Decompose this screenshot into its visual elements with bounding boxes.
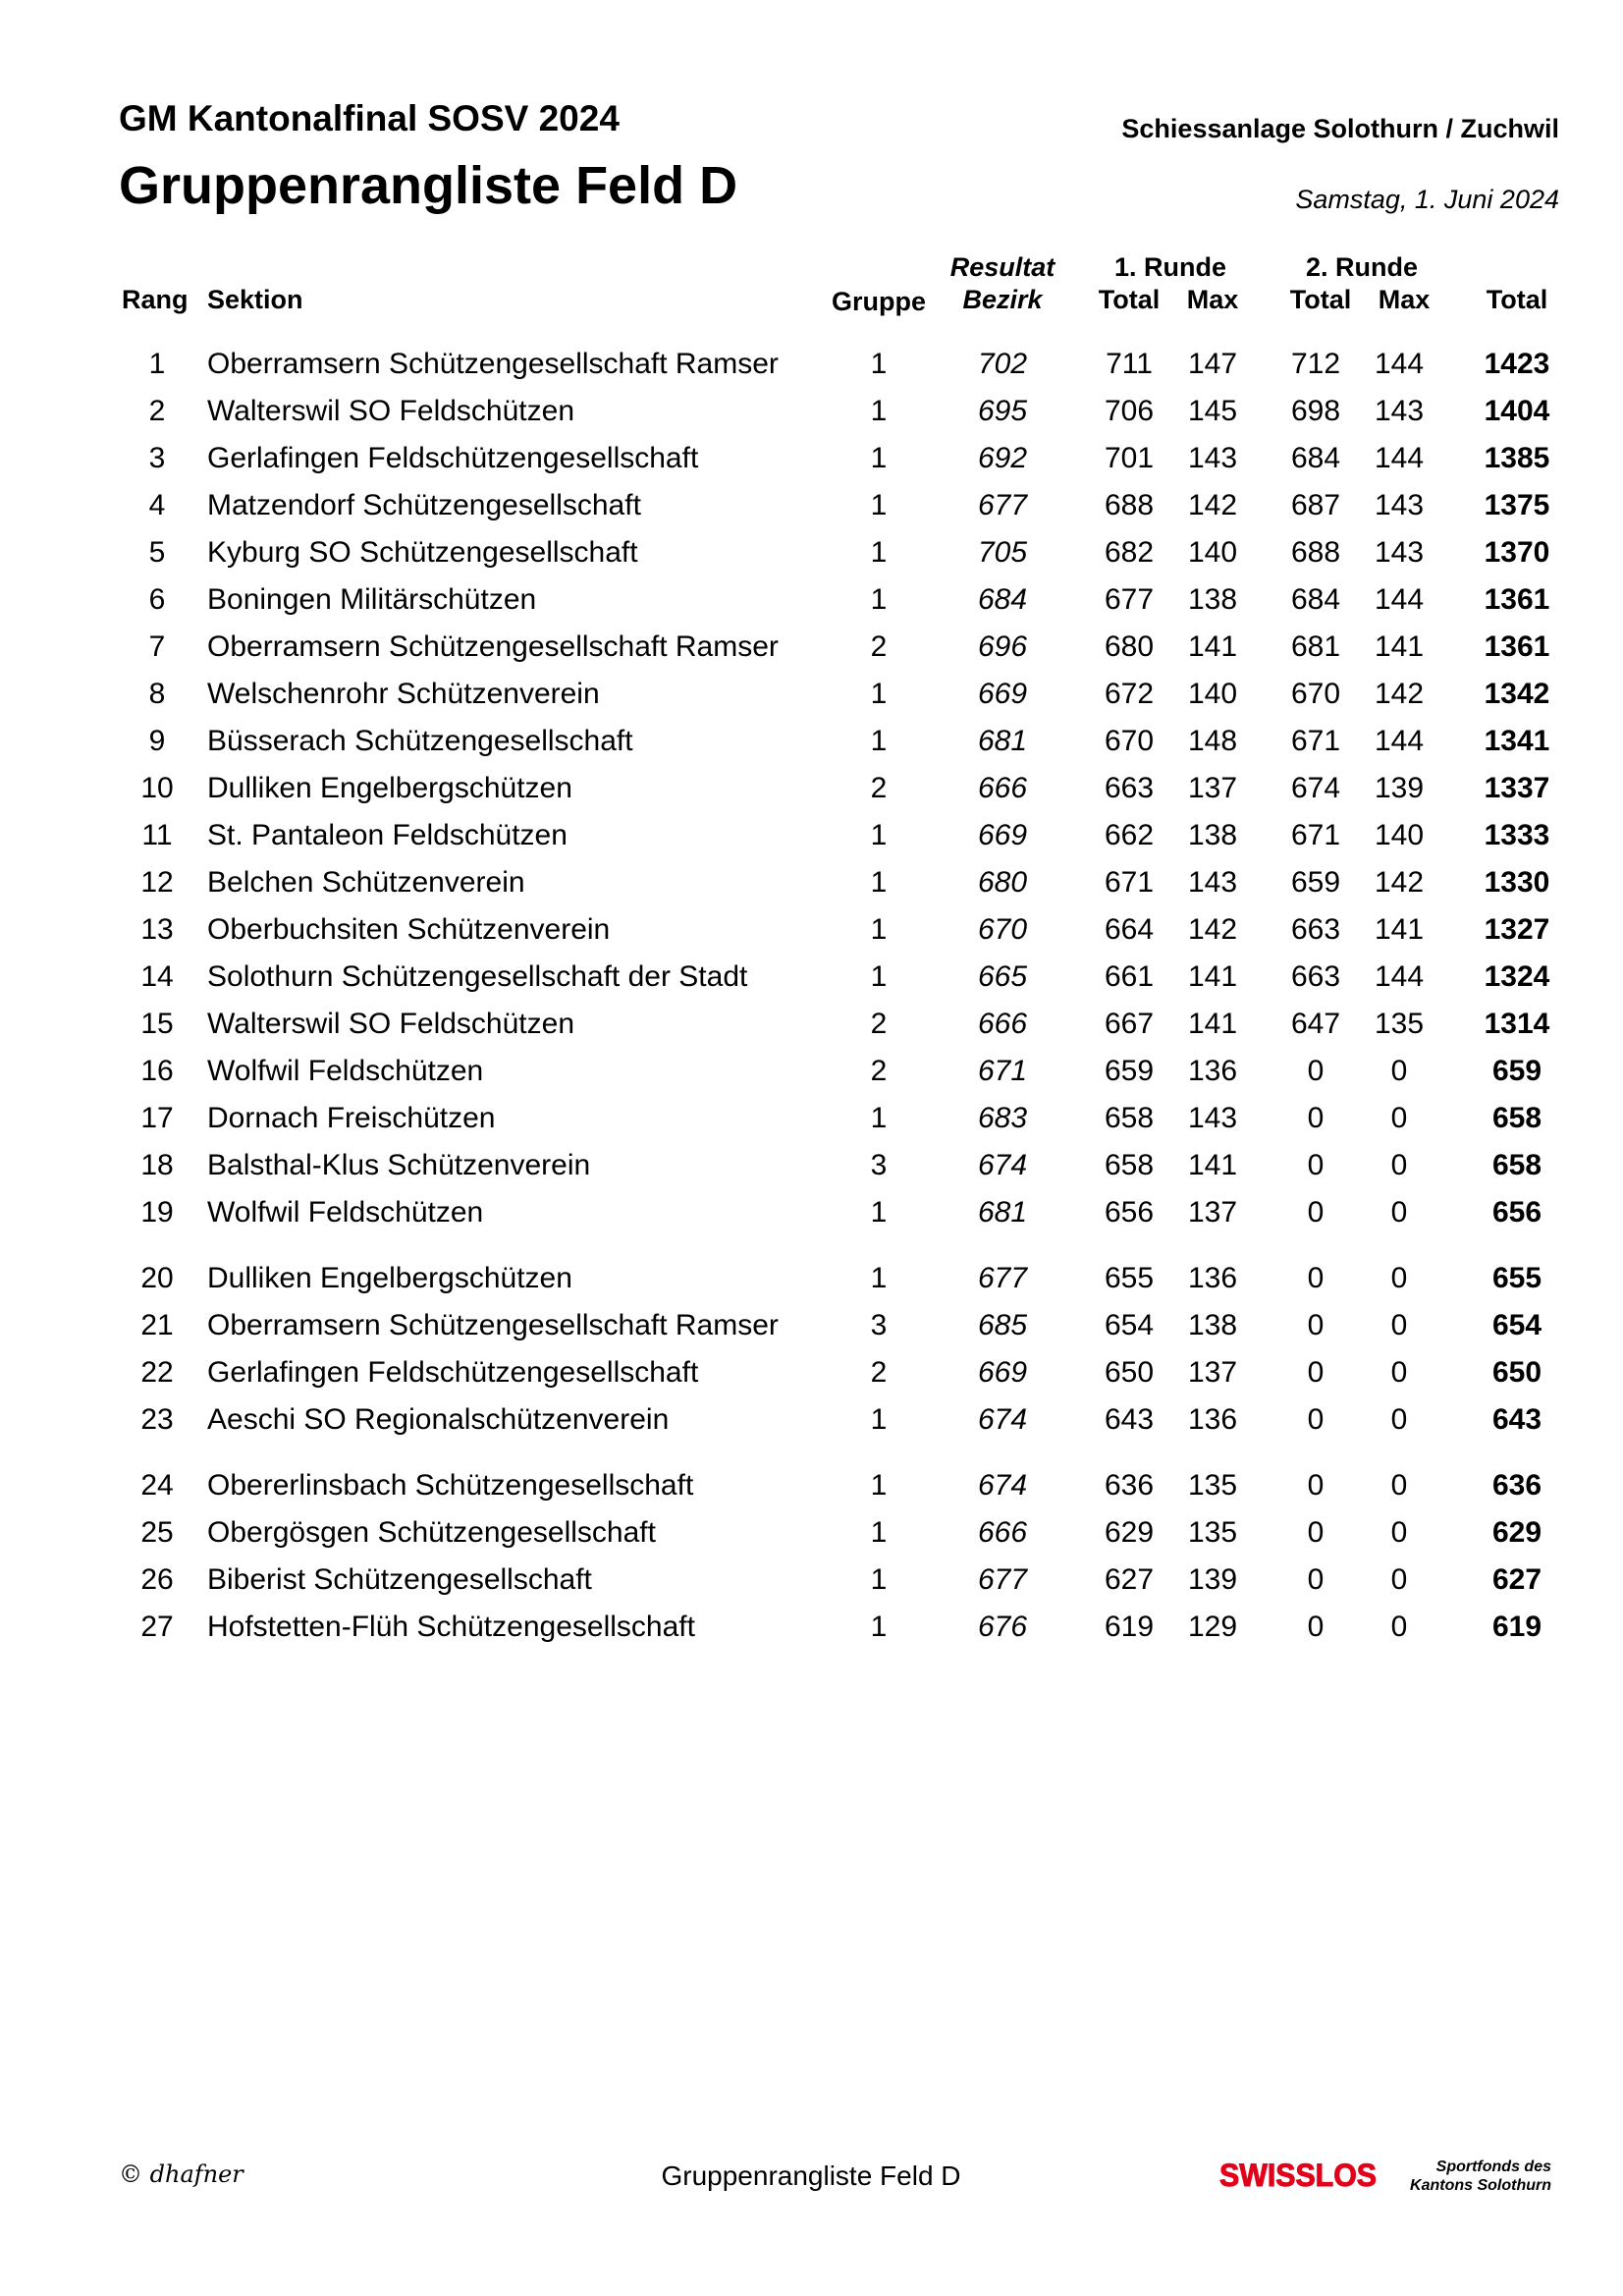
table-row xyxy=(0,1309,1623,1356)
cell-r1-total: 670 xyxy=(1104,725,1155,757)
cell-r1-total: 659 xyxy=(1104,1055,1155,1087)
cell-bezirk: 683 xyxy=(977,1102,1028,1134)
cell-sektion: Oberramsern Schützengesellschaft Ramser xyxy=(207,630,779,663)
cell-sektion: Wolfwil Feldschützen xyxy=(207,1055,484,1087)
cell-r2-max: 0 xyxy=(1390,1309,1408,1341)
cell-r1-max: 142 xyxy=(1187,913,1238,946)
cell-r1-total: 662 xyxy=(1104,819,1155,851)
cell-r2-max: 144 xyxy=(1374,348,1425,380)
cell-gruppe: 2 xyxy=(870,1008,888,1040)
cell-bezirk: 685 xyxy=(977,1309,1028,1341)
cell-sektion: Kyburg SO Schützengesellschaft xyxy=(207,536,638,569)
cell-rang: 17 xyxy=(140,1102,174,1134)
col-resultat: Resultat xyxy=(949,252,1055,282)
cell-r2-total: 0 xyxy=(1307,1055,1325,1087)
cell-r2-max: 0 xyxy=(1390,1563,1408,1596)
cell-sektion: Gerlafingen Feldschützengesellschaft xyxy=(207,1356,699,1389)
cell-bezirk: 674 xyxy=(977,1149,1028,1181)
table-row xyxy=(0,1008,1623,1055)
cell-r2-max: 144 xyxy=(1374,960,1425,993)
event-title: GM Kantonalfinal SOSV 2024 xyxy=(119,98,620,138)
cell-bezirk: 666 xyxy=(977,772,1028,804)
cell-sektion: Solothurn Schützengesellschaft der Stadt xyxy=(207,960,748,993)
col-gruppe: Gruppe xyxy=(831,287,927,316)
cell-total: 654 xyxy=(1491,1309,1542,1341)
cell-gruppe: 1 xyxy=(870,725,888,757)
cell-r2-total: 663 xyxy=(1290,913,1341,946)
cell-r2-max: 139 xyxy=(1374,772,1425,804)
cell-bezirk: 677 xyxy=(977,1262,1028,1294)
sponsor-text xyxy=(1380,2158,1551,2195)
table-row xyxy=(0,442,1623,489)
cell-r2-max: 144 xyxy=(1374,583,1425,616)
cell-sektion: Biberist Schützengesellschaft xyxy=(207,1563,592,1596)
cell-r2-total: 671 xyxy=(1290,819,1341,851)
cell-r2-total: 0 xyxy=(1307,1309,1325,1341)
cell-bezirk: 674 xyxy=(977,1469,1028,1502)
cell-r2-total: 0 xyxy=(1307,1149,1325,1181)
cell-r2-total: 688 xyxy=(1290,536,1341,569)
table-row xyxy=(0,960,1623,1008)
cell-r1-max: 141 xyxy=(1187,1008,1238,1040)
cell-gruppe: 1 xyxy=(870,489,888,521)
cell-r1-max: 140 xyxy=(1187,678,1238,710)
cell-r1-max: 136 xyxy=(1187,1403,1238,1436)
cell-total: 1342 xyxy=(1484,678,1550,710)
cell-gruppe: 1 xyxy=(870,1516,888,1549)
cell-r2-total: 687 xyxy=(1290,489,1341,521)
cell-gruppe: 1 xyxy=(870,536,888,569)
cell-r1-total: 629 xyxy=(1104,1516,1155,1549)
cell-r1-total: 658 xyxy=(1104,1149,1155,1181)
svg-text:SWISSLOS: SWISSLOS xyxy=(1219,2158,1377,2193)
cell-r1-total: 664 xyxy=(1104,913,1155,946)
cell-r2-max: 0 xyxy=(1390,1469,1408,1502)
cell-r2-max: 0 xyxy=(1390,1403,1408,1436)
cell-rang: 24 xyxy=(140,1469,174,1502)
cell-gruppe: 3 xyxy=(870,1149,888,1181)
cell-gruppe: 1 xyxy=(870,348,888,380)
cell-r1-total: 650 xyxy=(1104,1356,1155,1389)
table-row xyxy=(0,1516,1623,1563)
cell-gruppe: 1 xyxy=(870,1469,888,1502)
cell-r2-total: 659 xyxy=(1290,866,1341,899)
cell-sektion: Gerlafingen Feldschützengesellschaft xyxy=(207,442,699,474)
col-r2-total: Total xyxy=(1289,285,1352,314)
table-row xyxy=(0,489,1623,536)
cell-total: 1314 xyxy=(1484,1008,1550,1040)
table-row xyxy=(0,819,1623,866)
cell-r1-total: 654 xyxy=(1104,1309,1155,1341)
cell-rang: 14 xyxy=(140,960,174,993)
cell-gruppe: 1 xyxy=(870,819,888,851)
cell-r2-max: 143 xyxy=(1374,395,1425,427)
cell-total: 1375 xyxy=(1484,489,1550,521)
cell-gruppe: 1 xyxy=(870,678,888,710)
cell-r1-max: 141 xyxy=(1187,1149,1238,1181)
cell-bezirk: 695 xyxy=(977,395,1028,427)
cell-r1-max: 143 xyxy=(1187,442,1238,474)
cell-r1-max: 129 xyxy=(1187,1611,1238,1643)
cell-sektion: Boningen Militärschützen xyxy=(207,583,537,616)
cell-r2-total: 647 xyxy=(1290,1008,1341,1040)
cell-total: 619 xyxy=(1491,1611,1542,1643)
cell-sektion: Walterswil SO Feldschützen xyxy=(207,395,575,427)
table-row xyxy=(0,1196,1623,1243)
cell-gruppe: 1 xyxy=(870,1563,888,1596)
table-row xyxy=(0,1055,1623,1102)
cell-rang: 21 xyxy=(140,1309,174,1341)
table-row xyxy=(0,913,1623,960)
cell-bezirk: 671 xyxy=(977,1055,1028,1087)
cell-bezirk: 669 xyxy=(977,678,1028,710)
cell-r1-max: 136 xyxy=(1187,1055,1238,1087)
cell-r2-max: 143 xyxy=(1374,489,1425,521)
cell-r2-max: 0 xyxy=(1390,1102,1408,1134)
table-row xyxy=(0,1469,1623,1516)
cell-total: 1423 xyxy=(1484,348,1550,380)
col-runde1: 1. Runde xyxy=(1113,252,1227,282)
table-row xyxy=(0,1149,1623,1196)
cell-total: 655 xyxy=(1491,1262,1542,1294)
cell-total: 658 xyxy=(1491,1149,1542,1181)
cell-r2-max: 143 xyxy=(1374,536,1425,569)
cell-r1-total: 643 xyxy=(1104,1403,1155,1436)
cell-total: 1330 xyxy=(1484,866,1550,899)
cell-gruppe: 3 xyxy=(870,1309,888,1341)
cell-rang: 16 xyxy=(140,1055,174,1087)
cell-sektion: Obererlinsbach Schützengesellschaft xyxy=(207,1469,694,1502)
cell-rang: 2 xyxy=(148,395,166,427)
cell-gruppe: 1 xyxy=(870,1611,888,1643)
cell-r1-total: 688 xyxy=(1104,489,1155,521)
cell-rang: 12 xyxy=(140,866,174,899)
cell-bezirk: 666 xyxy=(977,1516,1028,1549)
cell-r1-max: 140 xyxy=(1187,536,1238,569)
cell-total: 1361 xyxy=(1484,583,1550,616)
cell-gruppe: 1 xyxy=(870,1262,888,1294)
col-total: Total xyxy=(1486,285,1548,314)
cell-rang: 9 xyxy=(148,725,166,757)
table-row xyxy=(0,348,1623,395)
cell-r2-total: 0 xyxy=(1307,1403,1325,1436)
sponsor-line2: Kantons Solothurn xyxy=(1410,2177,1551,2194)
cell-sektion: Hofstetten-Flüh Schützengesellschaft xyxy=(207,1611,695,1643)
cell-rang: 3 xyxy=(148,442,166,474)
cell-rang: 11 xyxy=(141,819,173,851)
cell-r2-max: 135 xyxy=(1374,1008,1425,1040)
cell-r1-total: 658 xyxy=(1104,1102,1155,1134)
cell-r1-total: 655 xyxy=(1104,1262,1155,1294)
cell-sektion: St. Pantaleon Feldschützen xyxy=(207,819,568,851)
venue: Schiessanlage Solothurn / Zuchwil xyxy=(1121,114,1559,143)
event-date: Samstag, 1. Juni 2024 xyxy=(1295,185,1559,214)
cell-rang: 26 xyxy=(140,1563,174,1596)
cell-bezirk: 684 xyxy=(977,583,1028,616)
cell-bezirk: 666 xyxy=(977,1008,1028,1040)
cell-r2-total: 670 xyxy=(1290,678,1341,710)
cell-total: 1327 xyxy=(1484,913,1550,946)
cell-rang: 27 xyxy=(140,1611,174,1643)
cell-total: 1404 xyxy=(1484,395,1550,427)
cell-rang: 6 xyxy=(148,583,166,616)
cell-r1-max: 137 xyxy=(1187,772,1238,804)
cell-gruppe: 1 xyxy=(870,1403,888,1436)
cell-r2-total: 712 xyxy=(1290,348,1341,380)
cell-gruppe: 2 xyxy=(870,630,888,663)
cell-r1-total: 682 xyxy=(1104,536,1155,569)
cell-bezirk: 680 xyxy=(977,866,1028,899)
cell-r2-max: 144 xyxy=(1374,725,1425,757)
cell-r2-max: 0 xyxy=(1390,1356,1408,1389)
cell-sektion: Dulliken Engelbergschützen xyxy=(207,1262,572,1294)
swisslos-logo xyxy=(1217,2156,1380,2195)
cell-sektion: Dulliken Engelbergschützen xyxy=(207,772,572,804)
cell-total: 1341 xyxy=(1484,725,1550,757)
cell-sektion: Walterswil SO Feldschützen xyxy=(207,1008,575,1040)
cell-r2-max: 0 xyxy=(1390,1516,1408,1549)
cell-rang: 4 xyxy=(148,489,166,521)
table-row xyxy=(0,678,1623,725)
cell-sektion: Obergösgen Schützengesellschaft xyxy=(207,1516,656,1549)
cell-gruppe: 1 xyxy=(870,866,888,899)
cell-r2-max: 0 xyxy=(1390,1262,1408,1294)
col-runde2: 2. Runde xyxy=(1305,252,1419,282)
cell-bezirk: 681 xyxy=(977,725,1028,757)
cell-r1-max: 148 xyxy=(1187,725,1238,757)
table-row xyxy=(0,630,1623,678)
cell-r1-max: 135 xyxy=(1187,1516,1238,1549)
cell-r1-max: 135 xyxy=(1187,1469,1238,1502)
table-row xyxy=(0,725,1623,772)
table-row xyxy=(0,1262,1623,1309)
cell-total: 1324 xyxy=(1484,960,1550,993)
cell-bezirk: 669 xyxy=(977,819,1028,851)
cell-sektion: Balsthal-Klus Schützenverein xyxy=(207,1149,591,1181)
cell-gruppe: 2 xyxy=(870,1356,888,1389)
cell-bezirk: 696 xyxy=(977,630,1028,663)
table-row xyxy=(0,1102,1623,1149)
cell-rang: 25 xyxy=(140,1516,174,1549)
col-r1-total: Total xyxy=(1098,285,1161,314)
cell-bezirk: 676 xyxy=(977,1611,1028,1643)
cell-gruppe: 2 xyxy=(870,772,888,804)
cell-r1-max: 147 xyxy=(1187,348,1238,380)
cell-r2-max: 0 xyxy=(1390,1055,1408,1087)
sponsor-line1: Sportfonds des xyxy=(1435,2159,1551,2175)
cell-sektion: Oberramsern Schützengesellschaft Ramser xyxy=(207,348,779,380)
cell-rang: 22 xyxy=(140,1356,174,1389)
cell-sektion: Oberramsern Schützengesellschaft Ramser xyxy=(207,1309,779,1341)
cell-r1-max: 138 xyxy=(1187,583,1238,616)
cell-gruppe: 1 xyxy=(870,913,888,946)
cell-gruppe: 2 xyxy=(870,1055,888,1087)
cell-r2-total: 0 xyxy=(1307,1469,1325,1502)
cell-r2-total: 0 xyxy=(1307,1611,1325,1643)
cell-r1-max: 138 xyxy=(1187,819,1238,851)
cell-bezirk: 692 xyxy=(977,442,1028,474)
cell-r2-total: 698 xyxy=(1290,395,1341,427)
cell-r2-total: 684 xyxy=(1290,583,1341,616)
cell-rang: 19 xyxy=(140,1196,174,1229)
cell-total: 1370 xyxy=(1484,536,1550,569)
cell-r1-total: 667 xyxy=(1104,1008,1155,1040)
cell-rang: 5 xyxy=(148,536,166,569)
table-row xyxy=(0,866,1623,913)
cell-r2-max: 141 xyxy=(1374,913,1425,946)
cell-gruppe: 1 xyxy=(870,442,888,474)
cell-bezirk: 681 xyxy=(977,1196,1028,1229)
cell-bezirk: 677 xyxy=(977,489,1028,521)
cell-r2-max: 140 xyxy=(1374,819,1425,851)
cell-r1-total: 661 xyxy=(1104,960,1155,993)
cell-r1-total: 680 xyxy=(1104,630,1155,663)
cell-r2-total: 0 xyxy=(1307,1563,1325,1596)
cell-rang: 18 xyxy=(140,1149,174,1181)
cell-rang: 20 xyxy=(140,1262,174,1294)
cell-total: 643 xyxy=(1491,1403,1542,1436)
table-row xyxy=(0,1356,1623,1403)
col-r2-max: Max xyxy=(1378,285,1431,314)
cell-r1-max: 141 xyxy=(1187,630,1238,663)
cell-sektion: Welschenrohr Schützenverein xyxy=(207,678,600,710)
cell-r2-max: 144 xyxy=(1374,442,1425,474)
cell-rang: 23 xyxy=(140,1403,174,1436)
cell-r2-max: 0 xyxy=(1390,1149,1408,1181)
cell-rang: 10 xyxy=(140,772,174,804)
cell-r1-total: 636 xyxy=(1104,1469,1155,1502)
page-title: Gruppenrangliste Feld D xyxy=(119,156,738,215)
cell-bezirk: 705 xyxy=(977,536,1028,569)
cell-r1-max: 137 xyxy=(1187,1196,1238,1229)
cell-r2-max: 0 xyxy=(1390,1196,1408,1229)
cell-r1-total: 619 xyxy=(1104,1611,1155,1643)
cell-r2-total: 0 xyxy=(1307,1262,1325,1294)
cell-r1-total: 701 xyxy=(1104,442,1155,474)
cell-r2-total: 0 xyxy=(1307,1196,1325,1229)
cell-total: 1385 xyxy=(1484,442,1550,474)
cell-gruppe: 1 xyxy=(870,395,888,427)
footer-copyright: © dhafner xyxy=(119,2160,243,2188)
cell-sektion: Dornach Freischützen xyxy=(207,1102,496,1134)
cell-r2-total: 0 xyxy=(1307,1356,1325,1389)
cell-r2-max: 0 xyxy=(1390,1611,1408,1643)
footer-title: Gruppenrangliste Feld D xyxy=(661,2160,961,2191)
cell-r1-total: 672 xyxy=(1104,678,1155,710)
cell-sektion: Oberbuchsiten Schützenverein xyxy=(207,913,611,946)
cell-r2-total: 674 xyxy=(1290,772,1341,804)
cell-total: 636 xyxy=(1491,1469,1542,1502)
cell-r2-total: 663 xyxy=(1290,960,1341,993)
cell-rang: 7 xyxy=(148,630,166,663)
cell-r1-total: 711 xyxy=(1106,348,1153,380)
table-row xyxy=(0,772,1623,819)
cell-r1-max: 143 xyxy=(1187,1102,1238,1134)
cell-rang: 15 xyxy=(140,1008,174,1040)
cell-r1-total: 627 xyxy=(1104,1563,1155,1596)
cell-bezirk: 669 xyxy=(977,1356,1028,1389)
table-row xyxy=(0,1611,1623,1658)
cell-total: 656 xyxy=(1491,1196,1542,1229)
cell-total: 1361 xyxy=(1484,630,1550,663)
cell-bezirk: 702 xyxy=(977,348,1028,380)
cell-sektion: Wolfwil Feldschützen xyxy=(207,1196,484,1229)
cell-gruppe: 1 xyxy=(870,960,888,993)
cell-r2-total: 0 xyxy=(1307,1102,1325,1134)
cell-r1-max: 136 xyxy=(1187,1262,1238,1294)
col-bezirk: Bezirk xyxy=(962,285,1043,314)
cell-r2-total: 0 xyxy=(1307,1516,1325,1549)
cell-total: 1337 xyxy=(1484,772,1550,804)
cell-total: 1333 xyxy=(1484,819,1550,851)
cell-rang: 8 xyxy=(148,678,166,710)
col-sektion: Sektion xyxy=(207,285,303,314)
cell-gruppe: 1 xyxy=(870,1196,888,1229)
cell-bezirk: 665 xyxy=(977,960,1028,993)
cell-r1-max: 142 xyxy=(1187,489,1238,521)
cell-r1-total: 663 xyxy=(1104,772,1155,804)
table-row xyxy=(0,1403,1623,1450)
cell-r1-total: 677 xyxy=(1104,583,1155,616)
cell-r1-max: 139 xyxy=(1187,1563,1238,1596)
cell-rang: 13 xyxy=(140,913,174,946)
cell-r1-total: 671 xyxy=(1104,866,1155,899)
cell-r2-total: 671 xyxy=(1290,725,1341,757)
cell-bezirk: 670 xyxy=(977,913,1028,946)
cell-r1-max: 137 xyxy=(1187,1356,1238,1389)
cell-r1-max: 138 xyxy=(1187,1309,1238,1341)
cell-bezirk: 677 xyxy=(977,1563,1028,1596)
cell-r1-max: 143 xyxy=(1187,866,1238,899)
cell-gruppe: 1 xyxy=(870,583,888,616)
table-row xyxy=(0,583,1623,630)
cell-r1-total: 656 xyxy=(1104,1196,1155,1229)
table-row xyxy=(0,395,1623,442)
cell-r2-total: 681 xyxy=(1290,630,1341,663)
cell-total: 629 xyxy=(1491,1516,1542,1549)
col-r1-max: Max xyxy=(1186,285,1239,314)
cell-r2-max: 142 xyxy=(1374,866,1425,899)
cell-r2-max: 142 xyxy=(1374,678,1425,710)
cell-rang: 1 xyxy=(148,348,166,380)
cell-total: 627 xyxy=(1491,1563,1542,1596)
cell-r1-total: 706 xyxy=(1104,395,1155,427)
cell-sektion: Büsserach Schützengesellschaft xyxy=(207,725,633,757)
cell-sektion: Belchen Schützenverein xyxy=(207,866,525,899)
cell-total: 658 xyxy=(1491,1102,1542,1134)
cell-total: 659 xyxy=(1491,1055,1542,1087)
cell-sektion: Matzendorf Schützengesellschaft xyxy=(207,489,641,521)
table-row xyxy=(0,536,1623,583)
cell-gruppe: 1 xyxy=(870,1102,888,1134)
col-rang: Rang xyxy=(122,285,189,314)
cell-sektion: Aeschi SO Regionalschützenverein xyxy=(207,1403,670,1436)
cell-r1-max: 141 xyxy=(1187,960,1238,993)
cell-r2-total: 684 xyxy=(1290,442,1341,474)
cell-bezirk: 674 xyxy=(977,1403,1028,1436)
cell-r2-max: 141 xyxy=(1374,630,1425,663)
cell-r1-max: 145 xyxy=(1187,395,1238,427)
cell-total: 650 xyxy=(1491,1356,1542,1389)
table-row xyxy=(0,1563,1623,1611)
